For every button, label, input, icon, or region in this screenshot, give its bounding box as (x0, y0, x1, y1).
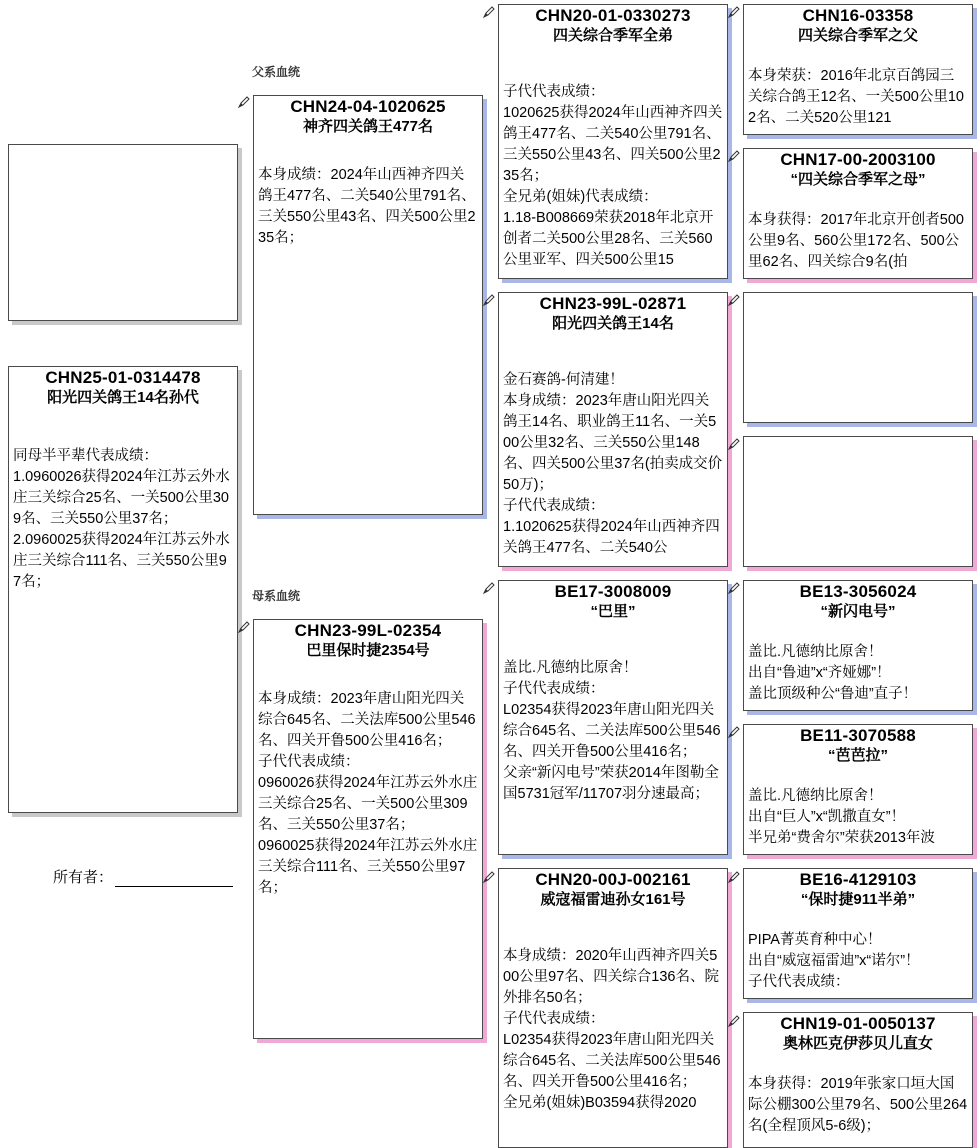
sire-dam-card (498, 292, 728, 567)
edit-pencil-icon[interactable] (727, 149, 741, 163)
sire-sire-desc: 子代代表成绩： 1020625获得2024年山西神齐四关鸽王477名、二关540公里791名、三关550公里43名、四关500公里235名； 全兄弟(姐妹)代表成绩： 1.18-B008669荣获2018年北京开创者二关500公里28名、三关560公里亚军、四关500公里15 (503, 84, 723, 268)
subject-title: 阳光四关鸽王14名孙代 (47, 389, 199, 406)
dsd-ring: BE11-3070588 (800, 726, 916, 745)
dsd-card (743, 724, 973, 855)
dam-dam-desc: 本身成绩：2020年山西神齐四关500公里97名、四关综合136名、院外排名50名； 子代代表成绩： L02354获得2023年唐山阳光四关综合645名、二关法库500公里546名、四关开鲁500公里416名； 全兄弟(姐妹)B03594获得2020 (503, 948, 721, 1111)
dds-card (743, 868, 973, 999)
dam-sire-ring: BE17-3008009 (554, 582, 672, 601)
ddd-desc: 本身获得：2019年张家口垣大国际公棚300公里79名、500公里264名(全程顶风5-6级)； (748, 1076, 968, 1134)
subject-ring: CHN25-01-0314478 (45, 368, 201, 387)
dam-dam-ring: CHN20-00J-002161 (535, 870, 691, 889)
dam-card (253, 619, 483, 1039)
sire-sire-ring: CHN20-01-0330273 (535, 6, 691, 25)
sss-desc: 本身荣获：2016年北京百鸽园三关综合鸽王12名、一关500公里102名、二关520公里121 (748, 68, 964, 126)
dam-sire-title: “巴里” (590, 603, 636, 620)
ssd-ring: CHN17-00-2003100 (780, 150, 936, 169)
owner-field (53, 866, 233, 887)
ssd-desc: 本身获得：2017年北京开创者500公里9名、560公里172名、500公里62名、四关综合9名(拍 (748, 212, 964, 270)
edit-pencil-icon[interactable] (727, 1014, 741, 1028)
sire-desc: 本身成绩：2024年山西神齐四关鸽王477名、二关540公里791名、三关550公里43名、四关500公里235名； (258, 167, 476, 246)
subject-desc: 同母半平辈代表成绩： 1.0960026获得2024年江苏云外水庄三关综合25名、一关500公里309名、三关550公里37名； 2.0960025获得2024年江苏云外水庄三关综合111名、三关550公里97名； (13, 448, 230, 590)
photo-box (8, 144, 238, 321)
edit-pencil-icon[interactable] (482, 870, 496, 884)
dsd-title: “芭芭拉” (827, 747, 888, 764)
ddd-title: 奥林匹克伊莎贝儿直女 (782, 1035, 933, 1052)
subject-card (8, 366, 238, 813)
dam-dam-title: 威寇福雷迪孙女161号 (540, 891, 686, 908)
sire-sire-title: 四关综合季军全弟 (552, 27, 673, 44)
edit-pencil-icon[interactable] (727, 293, 741, 307)
sds-card (743, 292, 973, 423)
ssd-title: “四关综合季军之母” (790, 171, 926, 188)
dds-ring: BE16-4129103 (799, 870, 917, 889)
dam-sire-card (498, 580, 728, 855)
sire-ring: CHN24-04-1020625 (290, 97, 446, 116)
sss-card (743, 4, 973, 135)
ddd-card (743, 1012, 973, 1148)
dam-ring: CHN23-99L-02354 (294, 621, 442, 640)
dds-desc: PIPA菁英育种中心！ 出自“威寇福雷迪”x“诺尔”！ 子代代表成绩： (748, 932, 920, 990)
sire-dam-ring: CHN23-99L-02871 (539, 294, 687, 313)
dss-desc: 盖比.凡德纳比原舍！ 出自“鲁迪”x“齐娅娜”！ 盖比顶级种公“鲁迪”直子！ (748, 644, 918, 702)
ddd-ring: CHN19-01-0050137 (780, 1014, 936, 1033)
sire-sire-card (498, 4, 728, 279)
ssd-card (743, 148, 973, 279)
edit-pencil-icon[interactable] (482, 581, 496, 595)
sire-dam-title: 阳光四关鸽王14名 (552, 315, 674, 332)
dam-line-label: 母系血统 (252, 589, 301, 603)
edit-pencil-icon[interactable] (237, 620, 251, 634)
sss-ring: CHN16-03358 (802, 6, 914, 25)
dss-ring: BE13-3056024 (799, 582, 917, 601)
edit-pencil-icon[interactable] (727, 725, 741, 739)
edit-pencil-icon[interactable] (727, 5, 741, 19)
dsd-desc: 盖比.凡德纳比原舍！ 出自“巨人”x“凯撒直女”！ 半兄弟“费舍尔”荣获2013年波 (748, 788, 935, 846)
dss-card (743, 580, 973, 711)
edit-pencil-icon[interactable] (482, 5, 496, 19)
dam-desc: 本身成绩：2023年唐山阳光四关综合645名、二关法库500公里546名、四关开鲁500公里416名； 子代代表成绩： 0960026获得2024年江苏云外水庄三关综合25名、一关500公里309名、三关550公里37名； 0960025获得2024年江苏云外水庄三关综合111名、三关550公里97名； (258, 691, 478, 896)
edit-pencil-icon[interactable] (237, 95, 251, 109)
edit-pencil-icon[interactable] (727, 870, 741, 884)
sdd-card (743, 436, 973, 567)
dss-title: “新闪电号” (820, 603, 896, 620)
dam-dam-card (498, 868, 728, 1148)
dam-sire-desc: 盖比.凡德纳比原舍！ 子代代表成绩： L02354获得2023年唐山阳光四关综合645名、二关法库500公里546名、四关开鲁500公里416名； 父亲“新闪电号”荣获2014年图勒全国5731冠军/11707羽分速最高； (503, 660, 721, 802)
owner-line[interactable] (115, 872, 233, 887)
sire-card (253, 95, 483, 515)
dds-title: “保时捷911半弟” (800, 891, 916, 908)
sire-title: 神齐四关鸽王477名 (302, 118, 434, 135)
edit-pencil-icon[interactable] (727, 581, 741, 595)
sire-line-label: 父系血统 (252, 65, 301, 79)
sire-dam-desc: 金石赛鸽-何清建！ 本身成绩：2023年唐山阳光四关鸽王14名、职业鸽王11名、一关500公里32名、三关550公里148名、四关500公里37名(拍卖成交价50万)； 子代代表成绩： 1.1020625获得2024年山西神齐四关鸽王477名、二关540公 (503, 372, 723, 556)
owner-label: 所有者： (53, 869, 114, 886)
edit-pencil-icon[interactable] (482, 293, 496, 307)
dam-title: 巴里保时捷2354号 (306, 642, 430, 659)
edit-pencil-icon[interactable] (727, 437, 741, 451)
sss-title: 四关综合季军之父 (797, 27, 918, 44)
